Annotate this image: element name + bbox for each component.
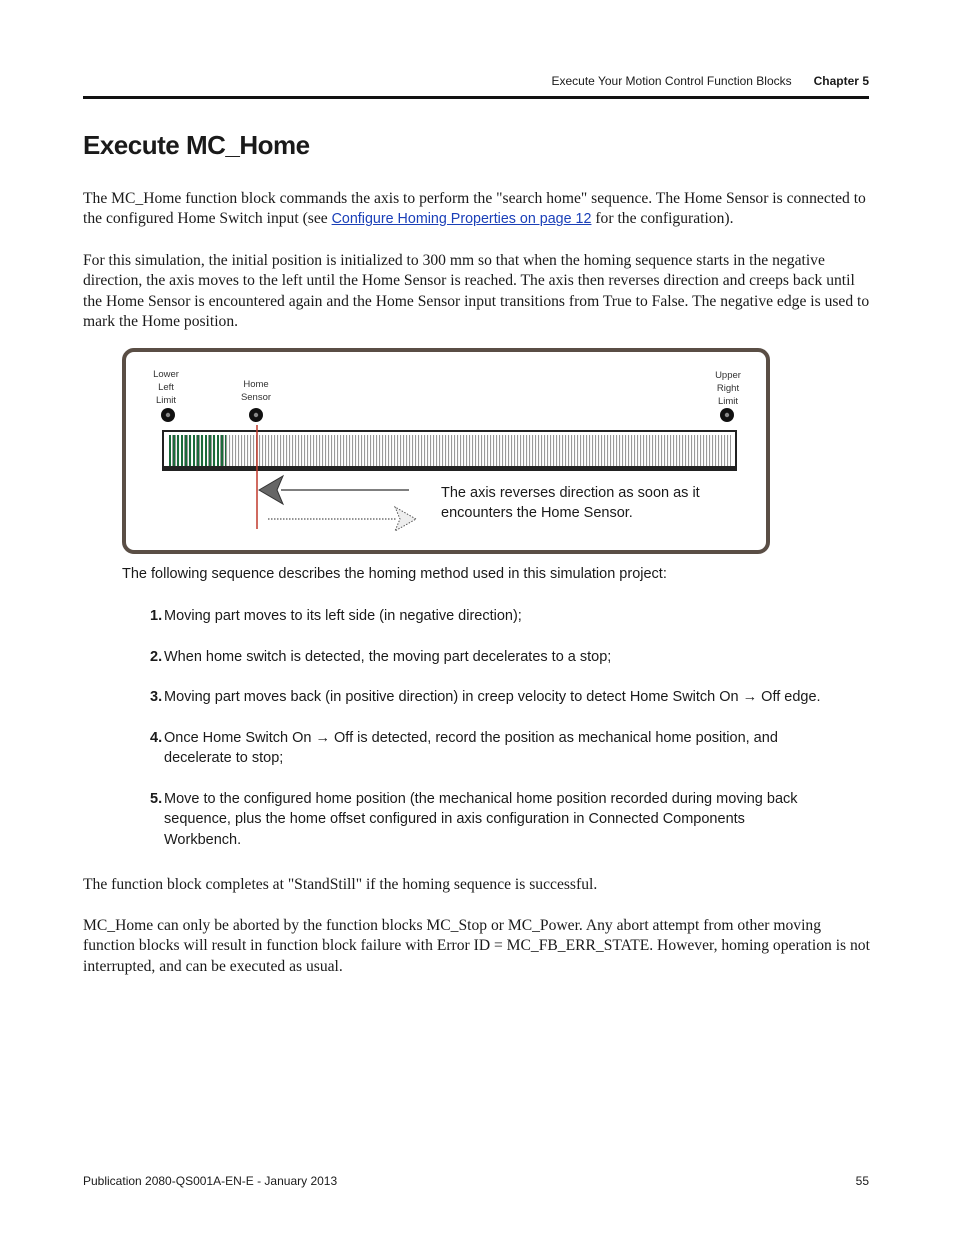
header-rule [83, 96, 869, 99]
completion-paragraph: The function block completes at "StandStill" if the homing sequence is successful. [83, 876, 598, 893]
axis-rail [163, 431, 736, 470]
figure-caption: The axis reverses direction as soon as it encounters the Home Sensor. [441, 485, 700, 521]
step-number: 5. [150, 791, 163, 807]
upper-limit-sensor-icon [720, 408, 734, 422]
sequence-intro: The following sequence describes the homing method used in this simulation project: [122, 566, 667, 582]
step-text: When home switch is detected, the moving part decelerates to a stop; [164, 649, 612, 665]
list-item [150, 606, 854, 626]
homing-diagram [121, 347, 771, 555]
list-item [150, 647, 854, 667]
lower-limit-sensor-icon [161, 408, 175, 422]
home-sensor-icon [249, 408, 263, 422]
page-number: 55 [855, 1174, 869, 1188]
publication-info: Publication 2080-QS001A-EN-E - January 2013 [83, 1174, 338, 1188]
homing-diagram-svg [121, 347, 771, 555]
step-number: 2. [150, 649, 163, 665]
intro-paragraph [83, 189, 873, 230]
abort-paragraph: MC_Home can only be aborted by the function blocks MC_Stop or MC_Power. Any abort attempt from other moving function blocks will result in function block failure with Error ID = MC_FB_ERR_STATE. However, homing operation is not interrupted, and can be executed as usual. [83, 917, 870, 975]
home-sensor-label: Home Sensor [240, 379, 272, 403]
page-title: Execute MC_Home [83, 130, 310, 160]
homing-properties-link[interactable]: Configure Homing Properties on page 12 [331, 211, 592, 228]
running-header [552, 74, 870, 88]
step-number: 3. [150, 689, 163, 705]
step-text: Moving part moves back (in positive direction) in creep velocity to detect Home Switch On → Off edge. [164, 689, 821, 705]
simulation-paragraph: For this simulation, the initial position is initialized to 300 mm so that when the homing sequence starts in the negative direction, the axis moves to the left until the Home Sensor is reached. The axis then reverses direction and creeps back until the Home Sensor is encountered again and the Home Sensor input transitions from True to False. The negative edge is used to mark the Home position. [83, 252, 870, 330]
p1-text-after: for the configuration). [591, 210, 734, 228]
step-text: Move to the configured home position (the mechanical home position recorded during moving back sequence, plus the home offset configured in axis configuration in Connected Components Workbench. [164, 791, 798, 848]
p1-text-before: The MC_Home function block commands the axis to perform the "search home" sequence. The Home Sensor is connected to the configured Home Switch input (see [83, 190, 866, 228]
upper-limit-label: Upper Right Limit [715, 370, 741, 407]
lower-limit-label: Lower Left Limit [153, 369, 179, 406]
step-text: Once Home Switch On → Off is detected, record the position as mechanical home position, and decelerate to stop; [164, 730, 778, 767]
list-item [150, 789, 814, 850]
section-title: Execute Your Motion Control Function Blocks [551, 74, 792, 88]
list-item [150, 687, 854, 707]
step-text: Moving part moves to its left side (in negative direction); [164, 608, 522, 624]
step-number: 1. [150, 608, 163, 624]
list-item [150, 728, 784, 769]
step-number: 4. [150, 730, 163, 746]
chapter-label: Chapter 5 [813, 74, 869, 88]
